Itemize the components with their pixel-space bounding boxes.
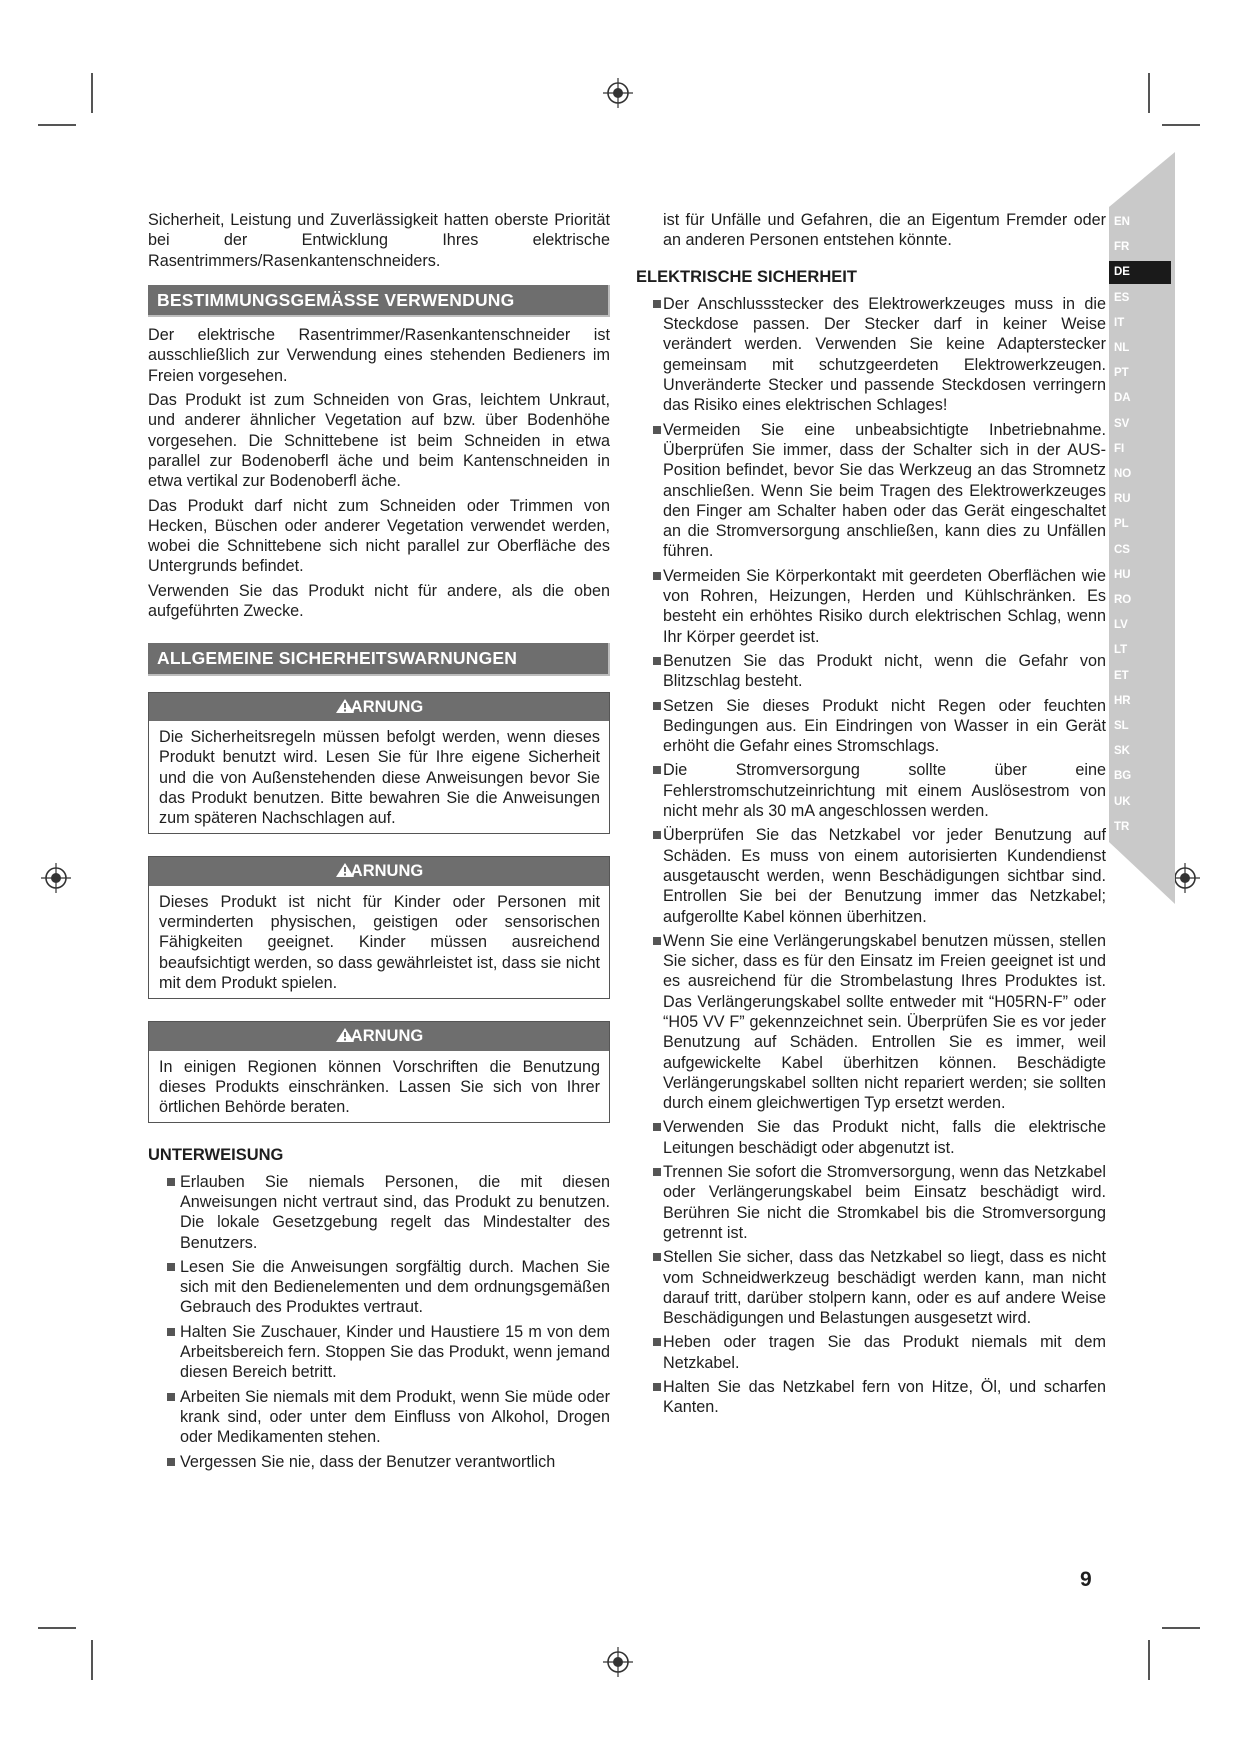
language-tab-fr[interactable]: FR (1114, 241, 1130, 254)
bullet-icon (653, 426, 661, 434)
language-tab-lv[interactable]: LV (1114, 619, 1128, 632)
section-heading-intended-use: BESTIMMUNGSGEMÄSSE VERWENDUNG (148, 285, 610, 317)
warning-label: ARNUNG (350, 697, 424, 716)
list-item: Vergessen Sie nie, dass der Benutzer verantwortlich (152, 1452, 610, 1472)
crop-mark (1148, 1640, 1150, 1680)
page-number: 9 (1080, 1568, 1092, 1591)
crop-mark (1162, 124, 1200, 126)
list-item: Wenn Sie eine Verlängerungskabel benutzen müssen, stellen Sie sicher, dass es für den Einsatz im Freien geeignet ist und es ausreichend für die Strombelastung Ihres Produktes ist. Das Verlängerungskabel sollte entweder mit “H05RN-F” oder “H05 VV F” gekennzeichnet sein. Überprüfen Sie es vor jeder Benutzung auf Schäden. Entrollen Sie es immer, weil aufgewickelte Kabel überhitzen können. Beschädigte Verlängerungskabel sollten nicht repariert werden; sie sollten durch einem gleichwertigen Typ ersetzt werden. (636, 931, 1106, 1114)
language-tab-pl[interactable]: PL (1114, 518, 1129, 531)
language-tab-bg[interactable]: BG (1114, 770, 1132, 783)
bullet-icon (653, 1383, 661, 1391)
language-tab-cs[interactable]: CS (1114, 543, 1130, 556)
language-tab-hr[interactable]: HR (1114, 694, 1131, 707)
language-tab-et[interactable]: ET (1114, 669, 1129, 682)
list-item: Benutzen Sie das Produkt nicht, wenn die Gefahr von Blitzschlag besteht. (636, 651, 1106, 692)
registration-mark-icon (603, 78, 633, 108)
bullet-icon (653, 1338, 661, 1346)
language-tab-ro[interactable]: RO (1114, 594, 1132, 606)
bullet-icon (653, 1253, 661, 1261)
list-item: Trennen Sie sofort die Stromversorgung, wenn das Netzkabel oder Verlängerungskabel beim Einsatz beschädigt wird. Berühren Sie nicht die Stromkabel bis die Stromversorgung getrennt ist. (636, 1162, 1106, 1243)
instruction-list (152, 1172, 610, 1472)
warning-text: Dieses Produkt ist nicht für Kinder oder Personen mit verminderten physischen, geistigen oder sensorischen Fähigkeiten geeignet. Kinder müssen ausreichend beaufsichtigt werden, so dass gewährleistet ist, dass sie nicht mit dem Produkt spielen. (159, 892, 600, 992)
crop-mark (91, 1640, 93, 1680)
warning-box (148, 1021, 610, 1123)
list-item: Stellen Sie sicher, dass das Netzkabel so liegt, dass es nicht vom Schneidwerkzeug beschädigt werden kann, man nicht darauf tritt, darüber stolpern kann, oder es auf andere Weise Beschädigungen und Belastungen ausgesetzt wird. (636, 1247, 1106, 1328)
bullet-icon (653, 702, 661, 710)
bullet-icon (167, 1458, 175, 1466)
warning-box (148, 856, 610, 999)
bullet-icon (653, 300, 661, 308)
bullet-icon (167, 1263, 175, 1271)
continuation-paragraph: ist für Unfälle und Gefahren, die an Eigentum Fremder oder an anderen Personen entstehen könnte. (663, 211, 1106, 250)
body-paragraph: Das Produkt darf nicht zum Schneiden oder Trimmen von Hecken, Büschen oder anderer Vegetation verwendet werden, wobei die Schnittebene sich nicht parallel zur Oberfläche des Untergrunds befindet. (148, 496, 610, 576)
subheading-instruction: UNTERWEISUNG (148, 1146, 284, 1165)
warning-box (148, 692, 610, 835)
list-item: Vermeiden Sie eine unbeabsichtigte Inbetriebnahme. Überprüfen Sie immer, dass der Schalter sich in der AUS-Position befindet, bevor Sie das Werkzeug an das Stromnetz anschließen. Wenn Sie beim Tragen des Elektrowerkzeuges den Finger am Schalter haben oder das Gerät eingeschaltet an die Stromversorgung anschließen, kann dies zu Unfällen führen. (636, 420, 1106, 562)
language-tab-lt[interactable]: LT (1114, 644, 1128, 657)
warning-label: ARNUNG (350, 1027, 424, 1046)
bullet-icon (167, 1178, 175, 1186)
warning-header (149, 693, 609, 721)
crop-mark (1148, 73, 1150, 113)
language-tab-en[interactable]: EN (1114, 216, 1130, 228)
warning-text: In einigen Regionen können Vorschriften die Benutzung dieses Produkts einschränken. Lassen Sie sich von Ihrer örtlichen Behörde beraten. (159, 1057, 600, 1117)
body-paragraph: Der elektrische Rasentrimmer/Rasenkantenschneider ist ausschließlich zur Verwendung eines stehenden Bedieners im Freien vorgesehen. (148, 326, 610, 385)
language-tab-sk[interactable]: SK (1114, 745, 1130, 758)
body-paragraph: Verwenden Sie das Produkt nicht für andere, als die oben aufgeführten Zwecke. (148, 581, 610, 621)
language-tab-uk[interactable]: UK (1114, 795, 1131, 808)
crop-mark (91, 73, 93, 113)
intro-paragraph: Sicherheit, Leistung und Zuverlässigkeit hatten oberste Priorität bei der Entwicklung Ihres elektrische Rasentrimmers/Rasenkantenschneiders. (148, 211, 610, 270)
language-tab-hu[interactable]: HU (1114, 568, 1131, 581)
bullet-icon (653, 937, 661, 945)
right-column (636, 210, 1106, 1422)
language-tab-sv[interactable]: SV (1114, 417, 1130, 430)
bullet-icon (167, 1328, 175, 1336)
bullet-icon (653, 572, 661, 580)
bullet-icon (653, 1123, 661, 1131)
section-heading-safety-warnings: ALLGEMEINE SICHERHEITSWARNUNGEN (148, 643, 610, 675)
left-column (148, 210, 610, 1476)
list-item: Der Anschlussstecker des Elektrowerkzeuges muss in die Steckdose passen. Der Stecker darf in keiner Weise verändert werden. Verwenden Sie keine Adapterstecker gemeinsam mit schutzgeerdeten Elektrowerkzeugen. Unveränderte Stecker und passende Steckdosen verringern das Risiko eines elektrischen Schlages! (636, 294, 1106, 416)
language-tab-no[interactable]: NO (1114, 468, 1132, 480)
list-item: Halten Sie Zuschauer, Kinder und Haustiere 15 m von dem Arbeitsbereich fern. Stoppen Sie das Produkt, wenn jemand diesen Bereich betritt. (152, 1322, 610, 1383)
subheading-electrical-safety: ELEKTRISCHE SICHERHEIT (636, 267, 857, 286)
language-tab-tr[interactable]: TR (1114, 820, 1130, 833)
list-item: Setzen Sie dieses Produkt nicht Regen oder feuchten Bedingungen aus. Ein Eindringen von Wasser in ein Gerät erhöht die Gefahr eines Stromschlags. (636, 696, 1106, 757)
registration-mark-icon (41, 863, 71, 893)
warning-text: Die Sicherheitsregeln müssen befolgt werden, wenn dieses Produkt benutzt wird. Lesen Sie für Ihre eigene Sicherheit und die von Außenstehenden diese Anweisungen bevor Sie das Produkt benutzen. Bitte bewahren Sie die Anweisungen zum späteren Nachschlagen auf. (159, 727, 600, 828)
list-item: Überprüfen Sie das Netzkabel vor jeder Benutzung auf Schäden. Es muss von einem autorisierten Kundendienst ausgetauscht werden, wenn Beschädigungen sichtbar sind. Entrollen Sie bei der Benutzung immer das Netzkabel; aufgerollte Kabel können überhitzen. (636, 825, 1106, 926)
warning-header (149, 857, 609, 885)
language-tab-da[interactable]: DA (1114, 392, 1131, 405)
warning-header (149, 1022, 609, 1050)
language-tab-nl[interactable]: NL (1114, 342, 1130, 354)
crop-mark (38, 124, 76, 126)
language-tab-pt[interactable]: PT (1114, 367, 1129, 380)
language-tab-de[interactable]: DE (1109, 261, 1171, 284)
language-tab-sl[interactable]: SL (1114, 720, 1129, 732)
registration-mark-icon (603, 1647, 633, 1677)
list-item: Lesen Sie die Anweisungen sorgfältig durch. Machen Sie sich mit den Bedienelementen und dem ordnungsgemäßen Gebrauch des Produktes vertraut. (152, 1257, 610, 1318)
bullet-icon (653, 1168, 661, 1176)
list-item: Vermeiden Sie Körperkontakt mit geerdeten Oberflächen wie von Rohren, Heizungen, Herden und Kühlschränken. Es besteht ein erhöhtes Risiko durch elektrischen Schlag, wenn Ihr Körper geerdet ist. (636, 566, 1106, 647)
bullet-icon (653, 657, 661, 665)
language-tab-es[interactable]: ES (1114, 291, 1130, 304)
bullet-icon (653, 766, 661, 774)
crop-mark (38, 1627, 76, 1629)
warning-label: ARNUNG (350, 862, 424, 881)
language-tab-fi[interactable]: FI (1114, 442, 1125, 455)
list-item: Arbeiten Sie niemals mit dem Produkt, wenn Sie müde oder krank sind, oder unter dem Einfluss von Alkohol, Drogen oder Medikamenten stehen. (152, 1387, 610, 1448)
list-item: Verwenden Sie das Produkt nicht, falls die elektrische Leitungen beschädigt oder abgenutzt ist. (636, 1117, 1106, 1158)
language-tab-ru[interactable]: RU (1114, 493, 1131, 506)
bullet-icon (653, 831, 661, 839)
electrical-safety-list (636, 294, 1106, 1418)
body-paragraph: Das Produkt ist zum Schneiden von Gras, leichtem Unkraut, und anderer ähnlicher Vegetation auf bzw. über Bodenhöhe vorgesehen. Die Schnittebene ist beim Schneiden in etwa parallel zur Bodenoberfl äche und beim Kantenschneiden in etwa vertikal zur Bodenoberfl äche. (148, 391, 610, 491)
list-item: Heben oder tragen Sie das Produkt niemals mit dem Netzkabel. (636, 1332, 1106, 1373)
list-item: Die Stromversorgung sollte über eine Fehlerstromschutzeinrichtung mit einem Auslösestrom von nicht mehr als 30 mA angeschlossen werden. (636, 760, 1106, 821)
bullet-icon (167, 1393, 175, 1401)
crop-mark (1162, 1627, 1200, 1629)
list-item: Erlauben Sie niemals Personen, die mit diesen Anweisungen nicht vertraut sind, das Produkt zu benutzen. Die lokale Gesetzgebung regelt das Mindestalter des Benutzers. (152, 1172, 610, 1253)
list-item: Halten Sie das Netzkabel fern von Hitze, Öl, und scharfen Kanten. (636, 1377, 1106, 1418)
language-tab-it[interactable]: IT (1114, 316, 1125, 329)
